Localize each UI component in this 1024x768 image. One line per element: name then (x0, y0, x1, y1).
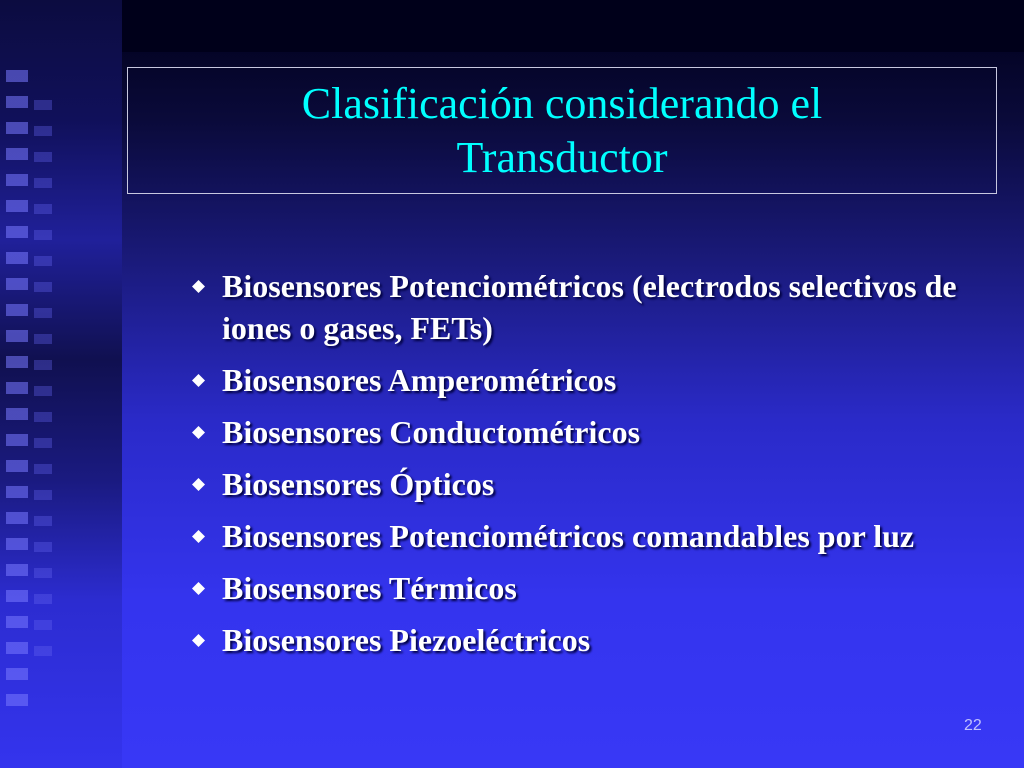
bullet-item (190, 619, 980, 661)
bullet-text: Biosensores Piezoeléctricos (222, 622, 591, 658)
bullet-item (190, 359, 980, 401)
bullet-item (190, 265, 980, 349)
bullet-text: Biosensores Conductométricos (222, 414, 641, 450)
bullet-text: Biosensores Potenciométricos comandables por luz (222, 518, 915, 554)
diamond-bullet-icon (192, 478, 205, 491)
bullet-text: Biosensores Potenciométricos (electrodos selectivos de iones o gases, FETs) (222, 268, 957, 346)
diamond-bullet-icon (192, 582, 205, 595)
slide-title: Clasificación considerando el Transductor (301, 78, 823, 182)
decorative-squares-secondary (34, 100, 52, 660)
diamond-bullet-icon (192, 374, 205, 387)
bullet-item (190, 411, 980, 453)
diamond-bullet-icon (192, 634, 205, 647)
diamond-bullet-icon (192, 280, 205, 293)
bullet-text: Biosensores Amperométricos (222, 362, 617, 398)
bullet-item (190, 515, 980, 557)
decorative-squares (6, 70, 28, 710)
bullet-item (190, 567, 980, 609)
bullet-text: Biosensores Térmicos (222, 570, 517, 606)
bullet-text: Biosensores Ópticos (222, 466, 495, 502)
diamond-bullet-icon (192, 426, 205, 439)
title-box (127, 67, 997, 194)
left-decorative-band (0, 0, 122, 768)
diamond-bullet-icon (192, 530, 205, 543)
bullet-item (190, 463, 980, 505)
page-number: 22 (964, 717, 982, 734)
bullet-list (190, 265, 980, 671)
top-decorative-band (122, 0, 1024, 52)
